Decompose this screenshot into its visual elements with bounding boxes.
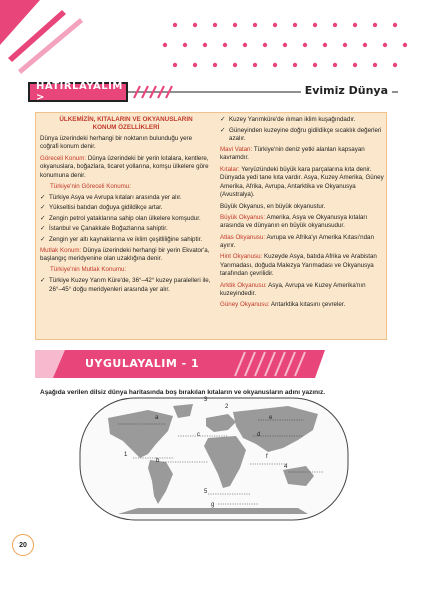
check-icon: ✓ <box>40 214 46 222</box>
list-item: ✓ Zengin petrol yataklarına sahip olan ülkelere komşudur. <box>40 214 201 222</box>
check-icon: ✓ <box>40 235 46 243</box>
practice-title: UYGULAYALIM - 1 <box>85 357 200 370</box>
info-right-column <box>220 116 384 313</box>
map-label-5: 5 <box>204 489 208 495</box>
map-label-d: d <box>257 432 261 438</box>
map-label-c: c <box>197 432 200 438</box>
mutlak-text: Dünya üzerindeki herhangi bir yerin Ekvator'a, başlangıç meridyenine olan uzaklığına denir. <box>40 246 210 263</box>
goreceli-label: Göreceli Konum: <box>40 154 87 162</box>
info-heading-line1: ÜLKEMİZİN, KITALARIN VE OKYANUSLARIN <box>59 116 193 123</box>
section-header <box>28 82 398 102</box>
goreceli-paragraph <box>40 155 212 181</box>
check-icon: ✓ <box>220 126 226 134</box>
buyuk-okyanus-line: Büyük Okyanus, en büyük okyanustur. <box>220 202 326 210</box>
check-icon: ✓ <box>40 204 46 212</box>
map-label-4: 4 <box>284 464 288 470</box>
goreceli-text: Dünya üzerindeki bir yerin kıtalara, kentlere, okyanuslara, boğazlara, ticaret yollarına, komşu ülkelere göre konumuna denir. <box>40 154 209 179</box>
practice-banner <box>35 350 325 378</box>
mutlak-paragraph <box>40 247 212 264</box>
page-number: 20 <box>12 534 34 556</box>
list-item: ✓ Türkiye Kuzey Yarım Küre'de, 36°–42° kuzey paralelleri ile, 26°–45° doğu meridyenleri arasında yer alır. <box>40 276 211 293</box>
tr-mutlak-label: Türkiye'nin Mutlak Konumu: <box>50 266 127 274</box>
map-label-a: a <box>155 415 159 421</box>
info-heading-line2: KONUM ÖZELLİKLERİ <box>92 124 160 132</box>
info-heading <box>40 116 212 133</box>
info-left-column <box>40 116 212 296</box>
map-label-3: 3 <box>204 397 208 403</box>
map-label-f: f <box>266 454 268 460</box>
instruction-text: Aşağıda verilen dilsiz dünya haritasında boş bırakılan kıtaların ve okyanusların adını yazınız. <box>40 389 326 396</box>
list-item: ✓ Güneyinden kuzeyine doğru gidildikçe sıcaklık değerleri azalır. <box>220 126 382 143</box>
map-label-g: g <box>211 502 215 508</box>
map-label-e: e <box>269 415 273 421</box>
check-icon: ✓ <box>220 116 226 123</box>
arktik-paragraph: Arktik Okyanusu: Asya, Avrupa ve Kuzey Amerika'nın kuzeyindedir. <box>220 281 366 298</box>
list-item: ✓ Zengin yer altı kaynaklarına ve iklim çeşitliliğine sahiptir. <box>40 235 203 243</box>
hint-paragraph: Hint Okyanusu: Kuzeyde Asya, batıda Afrika ve Arabistan Yarımadası, doğuda Malezya Yarımadası ve Okyanusya tarafından çevrilidir. <box>220 253 377 278</box>
corner-decoration <box>0 0 424 80</box>
map-label-1: 1 <box>124 452 128 458</box>
list-item: ✓ Kuzey Yarımküre'de ılıman iklim kuşağındadır. <box>220 116 356 123</box>
intro-text: Dünya üzerindeki herhangi bir noktanın bulunduğu yere coğrafi konum denir. <box>40 134 193 151</box>
section-tab: HATIRLAYALIM > <box>28 82 128 102</box>
buyuk-okyanus-paragraph: Büyük Okyanus: Amerika, Asya ve Okyanusya kıtaları arasında ve dünyanın en büyük okyanusudur. <box>220 213 368 230</box>
mavi-vatan-paragraph: Mavi Vatan: Türkiye'nin deniz yetki alanları kapsayan kavramdır. <box>220 145 365 162</box>
check-icon: ✓ <box>40 225 46 233</box>
map-label-b: b <box>156 458 160 464</box>
list-item: ✓ Yükseltisi batıdan doğuya gidildikçe artar. <box>40 204 163 212</box>
tr-goreceli-label: Türkiye'nin Göreceli Konumu: <box>50 182 131 190</box>
unit-title: Evimiz Dünya <box>301 84 392 97</box>
kitalar-paragraph: Kıtalar: Yeryüzündeki büyük kara parçalarına kıta denir. Dünyada yedi tane kıta vardır. Asya, Kuzey Amerika, Güney Amerika, Afrika, Avrupa, Antarktika ve Okyanusya (Avustralya). <box>220 165 384 199</box>
mutlak-label: Mutlak Konum: <box>40 246 82 254</box>
info-box <box>35 112 387 340</box>
guney-paragraph: Güney Okyanusu: Antarktika kıtasını çevreler. <box>220 301 346 309</box>
list-item: ✓ Türkiye Asya ve Avrupa kıtaları arasında yer alır. <box>40 193 182 201</box>
atlas-paragraph: Atlas Okyanusu: Avrupa ve Afrika'yı Amerika Kıtası'ndan ayırır. <box>220 233 374 250</box>
list-item: ✓ İstanbul ve Çanakkale Boğazlarına sahiptir. <box>40 225 168 233</box>
check-icon: ✓ <box>40 276 46 284</box>
check-icon: ✓ <box>40 193 46 201</box>
map-label-2: 2 <box>225 404 229 410</box>
